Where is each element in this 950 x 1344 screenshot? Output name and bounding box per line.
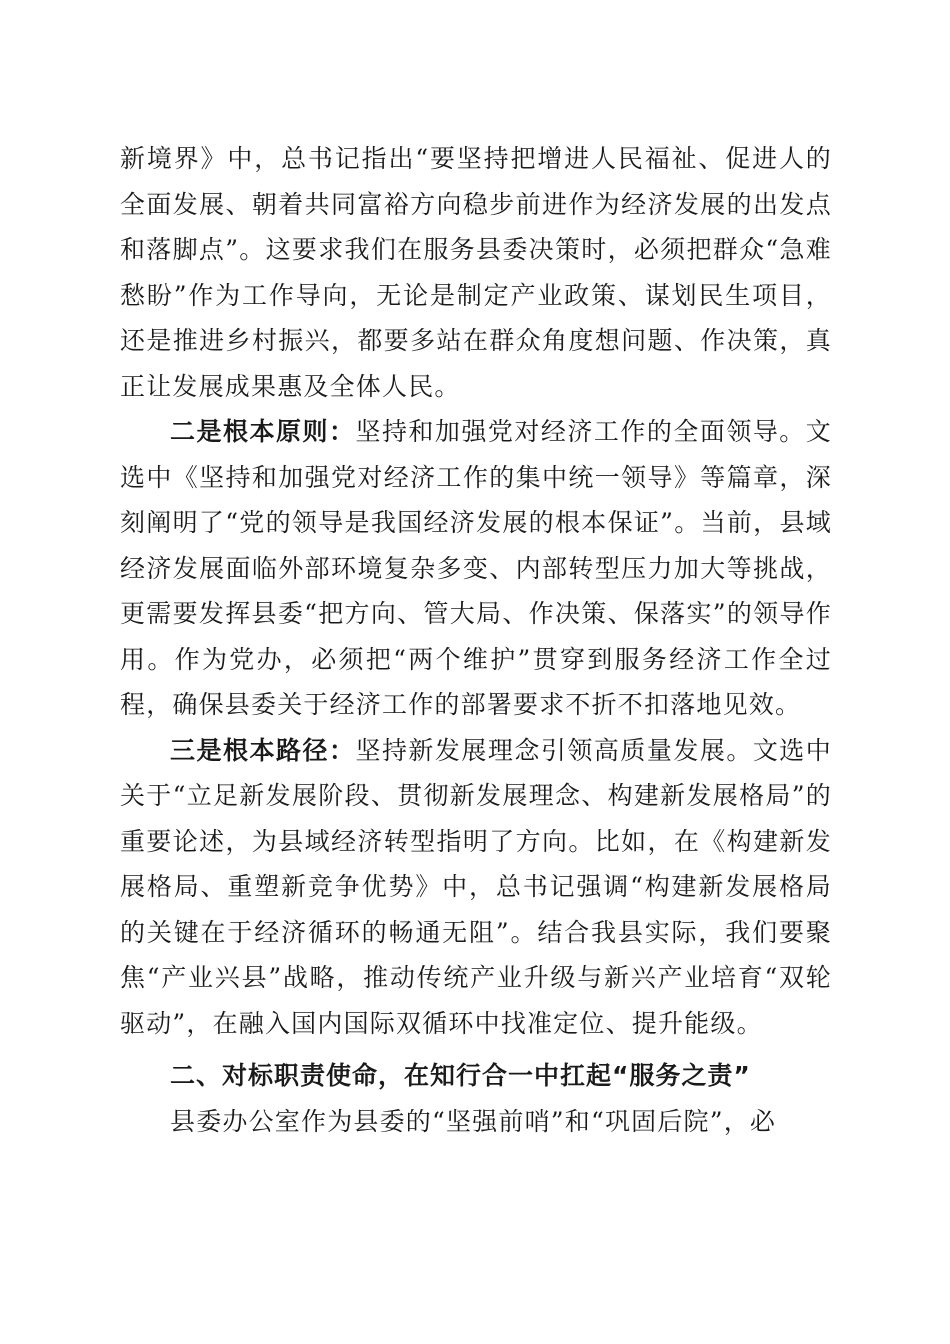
paragraph-lead: 二是根本原则： xyxy=(170,417,356,446)
paragraph-fundamental-path xyxy=(120,728,832,1047)
paragraph-text: 新境界》中，总书记指出“要坚持把增进人民福祉、促进人的全面发展、朝着共同富裕方向稳步前进作为经济发展的出发点和落脚点”。这要求我们在服务县委决策时，必须把群众“急难愁盼”作为工作导向，无论是制定产业政策、谋划民生项目，还是推进乡村振兴，都要多站在群众角度想问题、作决策，真正让发展成果惠及全体人民。 xyxy=(120,144,832,401)
paragraph-fundamental-principle xyxy=(120,409,832,728)
paragraph-closing: 县委办公室作为县委的“坚强前哨”和“巩固后院”，必 xyxy=(170,1106,777,1136)
paragraph-lead: 三是根本路径： xyxy=(170,735,356,765)
paragraph-text: 坚持新发展理念引领高质量发展。文选中关于“立足新发展阶段、贯彻新发展理念、构建新发展格局”的重要论述，为县域经济转型指明了方向。比如，在《构建新发展格局、重塑新竞争优势》中，总书记强调“构建新发展格局的关键在于经济循环的畅通无阻”。结合我县实际，我们要聚焦“产业兴县”战略，推动传统产业升级与新兴产业培育“双轮驱动”，在融入国内国际双循环中找准定位、提升能级。 xyxy=(120,735,833,1038)
section-heading: 二、对标职责使命，在知行合一中扛起“服务之责” xyxy=(170,1061,751,1090)
paragraph-text: 坚持和加强党对经济工作的全面领导。文选中《坚持和加强党对经济工作的集中统一领导》等篇章，深刻阐明了“党的领导是我国经济发展的根本保证”。当前，县域经济发展面临外部环境复杂多变、内部转型压力加大等挑战，更需要发挥县委“把方向、管大局、作决策、保落实”的领导作用。作为党办，必须把“两个维护”贯穿到服务经济工作全过程，确保县委关于经济工作的部署要求不折不扣落地见效。 xyxy=(120,417,833,719)
paragraph-people-centered xyxy=(120,136,832,409)
document-body xyxy=(120,136,832,1144)
